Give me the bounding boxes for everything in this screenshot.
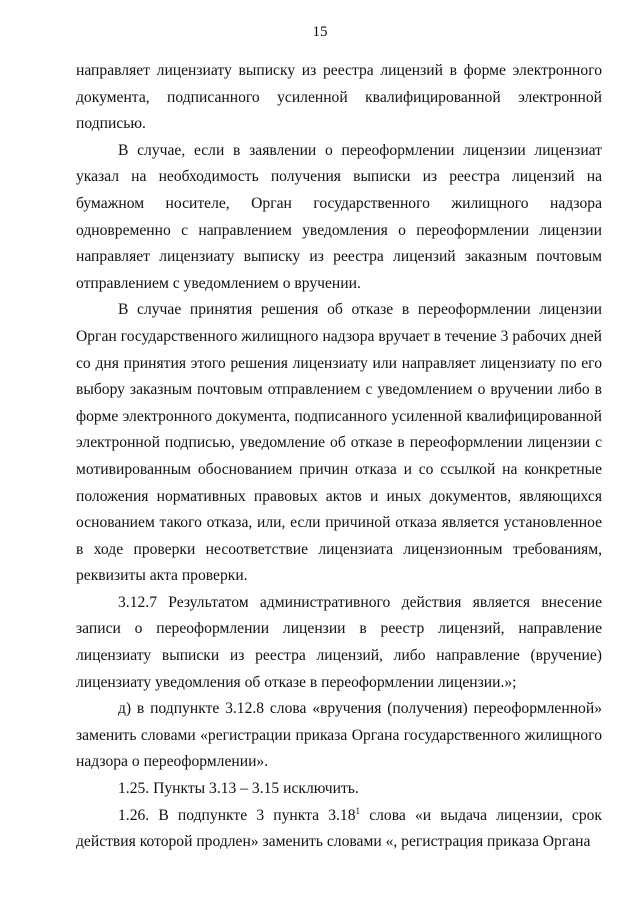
superscript-mark: 1: [355, 805, 361, 816]
paragraph-continuation: направляет лицензиату выписку из реестра лицензий в форме электронного документа, подписанного усиленной квалифицированной электронной подписью.: [76, 62, 602, 133]
paragraph-subitem-d: д) в подпункте 3.12.8 слова «вручения (получения) переоформленной» заменить словами «регистрации приказа Органа государственного жилищного надзора о переоформлении».: [76, 700, 602, 771]
paragraph-1-26: [76, 803, 602, 856]
document-body: [76, 58, 602, 856]
paragraph-3-12-7: 3.12.7 Результатом административного действия является внесение записи о переоформлении лицензии в реестр лицензий, направление лицензиату выписки из реестра лицензий, либо направление (вручение) лицензиату уведомления об отказе в переоформлении лицензии.»;: [76, 593, 602, 691]
page-number: 15: [312, 24, 328, 40]
paragraph-1-25: 1.25. Пункты 3.13 – 3.15 исключить.: [118, 780, 359, 798]
paragraph-refusal: В случае принятия решения об отказе в переоформлении лицензии Орган государственного жилищного надзора вручает в течение 3 рабочих дней со дня принятия этого решения лицензиату или направляет лицензиату по его выбору заказным почтовым отправлением с уведомлением о вручении либо в форме электронного документа, подписанного усиленной квалифицированной электронной подписью, уведомление об отказе в переоформлении лицензии с мотивированным обоснованием причин отказа и со ссылкой на конкретные положения нормативных правовых актов и иных документов, являющихся основанием такого отказа, или, если причиной отказа является установленное в ходе проверки несоответствие лицензиата лицензионным требованиям, реквизиты акта проверки.: [76, 301, 602, 585]
paragraph-1-26-end: слова «и выдача лицензии, срок действия которой продлен» заменить словами «, регистрация приказа Органа: [76, 806, 603, 851]
paragraph-1-26-start: 1.26. В подпункте 3 пункта 3.18: [118, 806, 356, 824]
paragraph-paper-extract: В случае, если в заявлении о переоформлении лицензии лицензиат указал на необходимость получения выписки из реестра лицензий на бумажном носителе, Орган государственного жилищного надзора одновременно с направлением уведомления о переоформлении лицензии направляет лицензиату выписку из реестра лицензий заказным почтовым отправлением с уведомлением о вручении.: [76, 141, 602, 292]
